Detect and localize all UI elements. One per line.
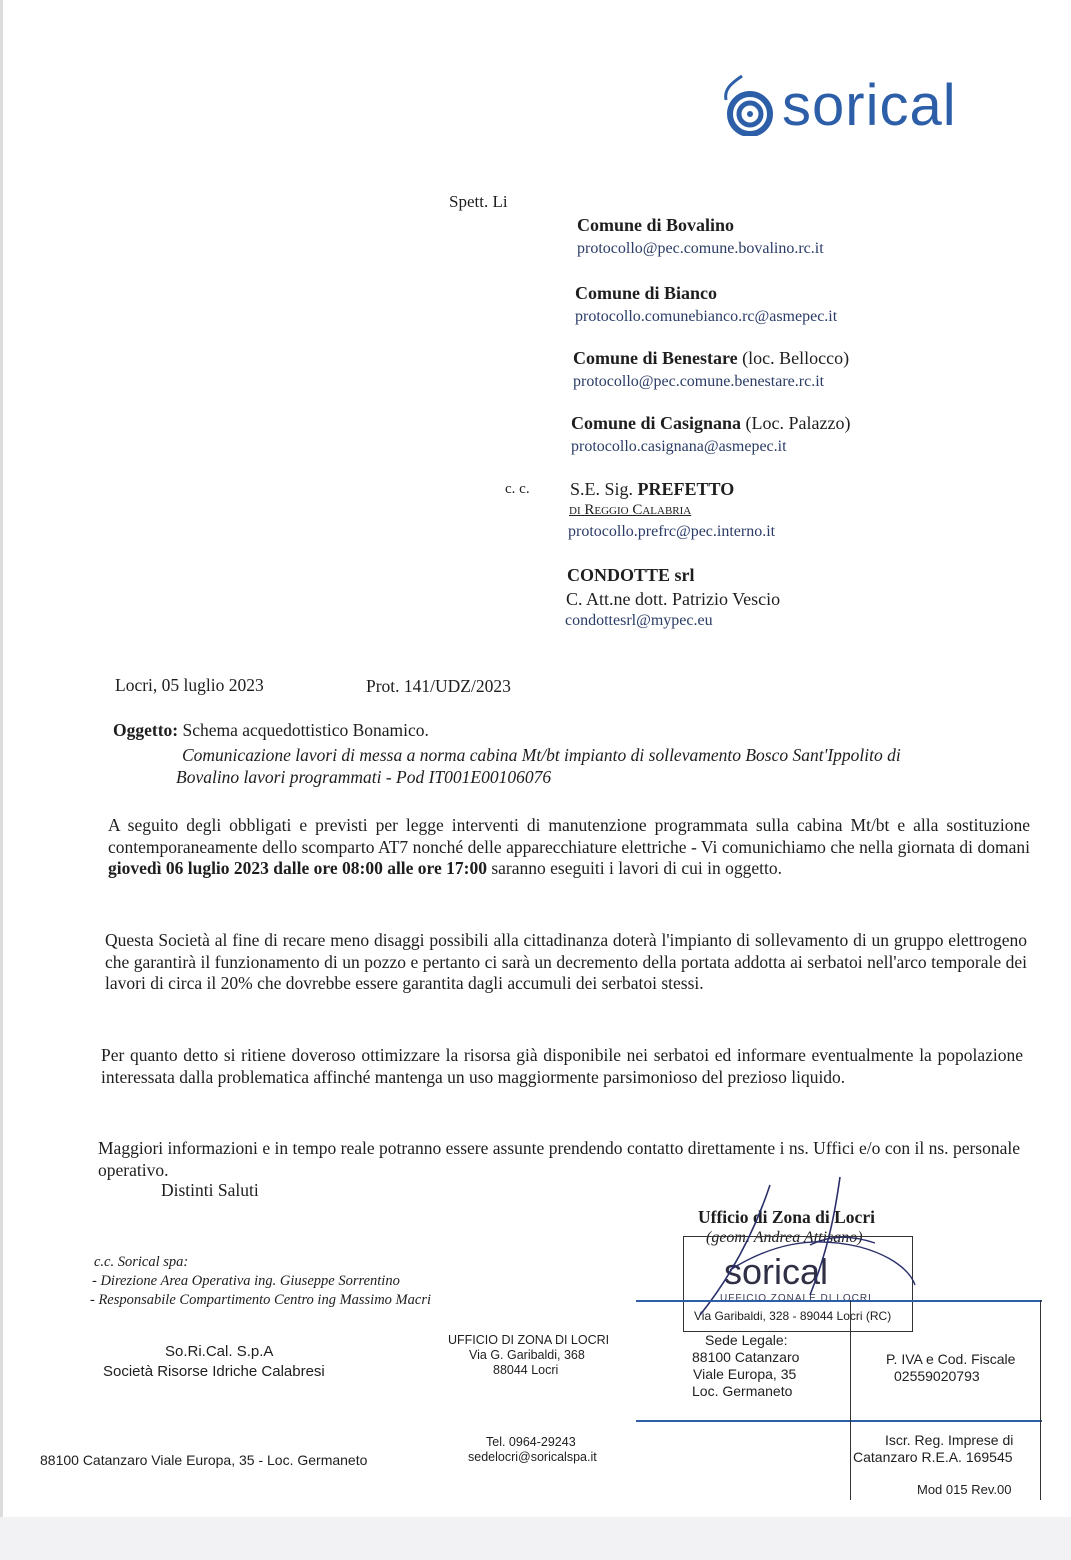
footer-office-street: Via G. Garibaldi, 368 bbox=[469, 1348, 585, 1362]
stamp-line2: Via Garibaldi, 328 - 89044 Locri (RC) bbox=[694, 1309, 892, 1323]
footer-legal-label: Sede Legale: bbox=[705, 1332, 788, 1348]
condotte-attn: C. Att.ne dott. Patrizio Vescio bbox=[566, 589, 781, 609]
subject-text: Schema acquedottistico Bonamico. bbox=[182, 720, 429, 740]
footer-register-value: Catanzaro R.E.A. 169545 bbox=[853, 1449, 1013, 1465]
subject-detail-line1: Comunicazione lavori di messa a norma cabina Mt/bt impianto di sollevamento Bosco Sant'Ippolito di bbox=[182, 745, 901, 765]
signature-person: (geom. Andrea Attisano) bbox=[706, 1229, 863, 1246]
recipient-email-benestare[interactable]: protocollo@pec.comune.benestare.rc.it bbox=[573, 373, 825, 390]
footer-company: So.Ri.Cal. S.p.A bbox=[165, 1343, 274, 1360]
recipient-name-bovalino: Comune di Bovalino bbox=[577, 215, 735, 235]
subject-line bbox=[113, 720, 429, 741]
body-paragraph-4: Maggiori informazioni e in tempo reale potranno essere assunte prendendo contatto direttamente i ns. Uffici e/o con il ns. personale operativo. bbox=[98, 1138, 1020, 1180]
footer-legal-street: Viale Europa, 35 bbox=[693, 1366, 797, 1382]
footer-office-city: 88044 Locri bbox=[493, 1363, 559, 1377]
recipient-name-benestare: Comune di Benestare (loc. Bellocco) bbox=[573, 348, 850, 368]
stamp-line1: UFFICIO ZONALE DI LOCRI bbox=[720, 1293, 872, 1304]
footer-vat-label: P. IVA e Cod. Fiscale bbox=[886, 1351, 1016, 1367]
subject-label: Oggetto: bbox=[113, 720, 179, 740]
sorical-logo bbox=[712, 70, 1032, 140]
body-paragraph-1: A seguito degli obbligati e previsti per legge interventi di manutenzione programmata sulla cabina Mt/bt e alla sostituzione contemporaneamente dello scomparto AT7 nonché delle apparecchiature elettriche - Vi comunichiamo che nella giornata di domani giovedì 06 luglio 2023 dalle ore 08:00 alle ore 17:00 saranno eseguiti i lavori di cui in oggetto. bbox=[108, 815, 1030, 878]
recipient-name-bianco: Comune di Bianco bbox=[575, 283, 718, 303]
footer-vertical-rule bbox=[1040, 1300, 1041, 1500]
cc-label: c. c. bbox=[505, 481, 530, 497]
footer-office-title: UFFICIO DI ZONA DI LOCRI bbox=[448, 1333, 610, 1347]
footer-mod: Mod 015 Rev.00 bbox=[917, 1482, 1012, 1497]
footer-divider bbox=[636, 1420, 1042, 1422]
place-date: Locri, 05 luglio 2023 bbox=[115, 675, 264, 695]
cc-sorical-item: - Responsabile Compartimento Centro ing Massimo Macri bbox=[90, 1292, 431, 1308]
sorical-wordmark: sorical bbox=[782, 73, 957, 138]
footer-email[interactable]: sedelocri@soricalspa.it bbox=[468, 1450, 597, 1464]
stamp-logo: sorical bbox=[724, 1251, 829, 1292]
condotte-email[interactable]: condottesrl@mypec.eu bbox=[565, 612, 713, 629]
prefetto-line: S.E. Sig. PREFETTO bbox=[570, 479, 735, 499]
footer-legal-city: 88100 Catanzaro bbox=[692, 1349, 800, 1365]
cc-sorical-item: - Direzione Area Operativa ing. Giuseppe Sorrentino bbox=[92, 1273, 400, 1289]
recipient-email-bianco[interactable]: protocollo.comunebianco.rc@asmepec.it bbox=[575, 308, 838, 325]
signature-office: Ufficio di Zona di Locri bbox=[698, 1207, 875, 1227]
footer-vat-number: 02559020793 bbox=[894, 1368, 980, 1384]
page-edge-shadow bbox=[0, 0, 3, 1517]
condotte-name: CONDOTTE srl bbox=[567, 565, 695, 585]
cc-sorical-label: c.c. Sorical spa: bbox=[94, 1254, 189, 1270]
footer-company-full: Società Risorse Idriche Calabresi bbox=[103, 1363, 325, 1380]
body-paragraph-2: Questa Società al fine di recare meno disaggi possibili alla cittadinanza doterà l'impianto di sollevamento di un gruppo elettrogeno che garantirà il funzionamento di un pozzo e pertanto ci sarà un decremento della portata addotta ai serbatoi nell'arco temporale dei lavori di circa il 20% che dovrebbe essere garantita dagli accumuli dei serbatoi stessi. bbox=[105, 930, 1027, 993]
subject-detail-line2: Bovalino lavori programmati - Pod IT001E00106076 bbox=[176, 767, 552, 787]
protocol-number: Prot. 141/UDZ/2023 bbox=[366, 676, 511, 696]
footer-legal-loc: Loc. Germaneto bbox=[692, 1383, 793, 1399]
footer-divider bbox=[636, 1300, 1042, 1302]
prefetto-office: di Reggio Calabria bbox=[569, 502, 692, 518]
footer-register-label: Iscr. Reg. Imprese di bbox=[885, 1432, 1014, 1448]
page-bottom-margin bbox=[0, 1517, 1071, 1560]
salutation: Spett. Li bbox=[449, 192, 508, 211]
closing: Distinti Saluti bbox=[161, 1180, 259, 1200]
sorical-swirl-icon bbox=[712, 70, 786, 136]
footer-tel: Tel. 0964-29243 bbox=[486, 1435, 576, 1449]
footer-vertical-rule bbox=[850, 1300, 851, 1500]
handwritten-signature bbox=[660, 1175, 920, 1325]
footer-address: 88100 Catanzaro Viale Europa, 35 - Loc. Germaneto bbox=[40, 1452, 368, 1468]
prefetto-email[interactable]: protocollo.prefrc@pec.interno.it bbox=[568, 523, 776, 540]
recipient-email-bovalino[interactable]: protocollo@pec.comune.bovalino.rc.it bbox=[577, 240, 824, 257]
recipient-name-casignana: Comune di Casignana (Loc. Palazzo) bbox=[571, 413, 851, 433]
body-paragraph-3: Per quanto detto si ritiene doveroso ottimizzare la risorsa già disponibile nei serbatoi ed informare eventualmente la popolazione interessata dalla problematica affinché mantenga un uso maggiormente parsimonioso del prezioso liquido. bbox=[101, 1045, 1023, 1087]
recipient-email-casignana[interactable]: protocollo.casignana@asmepec.it bbox=[571, 438, 787, 455]
